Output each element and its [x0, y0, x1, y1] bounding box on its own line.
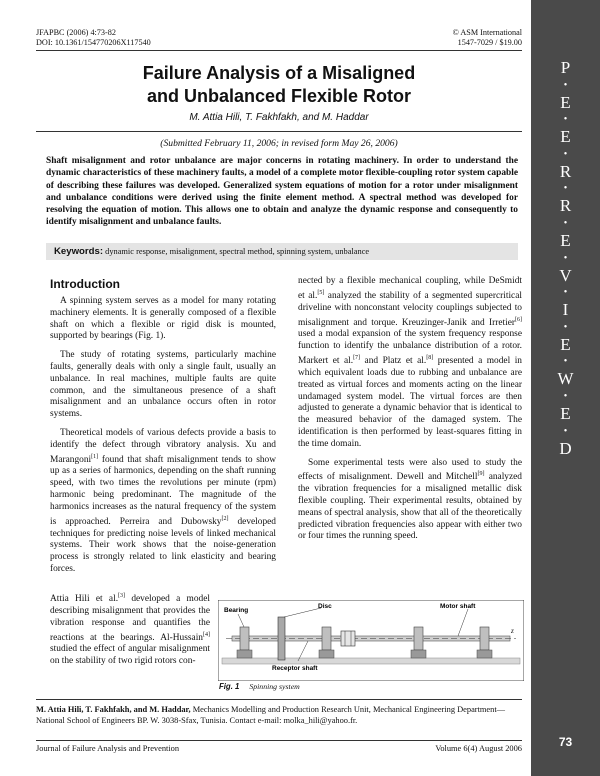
bearing-3-base: [411, 650, 426, 658]
footnote-rule: [36, 699, 522, 700]
bearing-1-base: [237, 650, 252, 658]
paragraph: nected by a flexible mechanical coupling, while DeSmidt et al.[5] analyzed the stability of a segmented supercritical driveline with nonconstant velocity couplings subjected to misalignment and torque. Kreuzinger-Janik and Irretier[6] used a modal expansion of the system frequency response function to identify the unbalance distribution of a rotor. Markert et al.[7] and Platz et al.[8] presented a model in which equivalent loads due to rubbing and unbalance are treated as virtual forces and moments acting on the linear undamaged system model. The virtual forces are then adjusted to generate a dynamic behavior that is identical to the measured behavior of the damaged system. The identification is then performed by least-squares fitting in the time domain.: [298, 276, 522, 449]
intro-heading: Introduction: [50, 277, 120, 291]
paragraph: A spinning system serves as a model for many rotating machinery elements. It is generally composed of a flexible shaft on which a flexible or rigid disk is mounted, supported by bearings (Fig. 1).: [50, 296, 276, 342]
sidebar-letter: V: [559, 265, 572, 285]
keywords-list: dynamic response, misalignment, spectral method, spinning system, unbalance: [105, 247, 370, 256]
sidebar-letter: E: [560, 127, 571, 147]
page-number: 73: [558, 735, 573, 749]
label-receptor-shaft: Receptor shaft: [272, 665, 318, 672]
header-left: [36, 28, 151, 48]
peer-reviewed-letters: P • E • E • R • R • E • V • I • E • W • E • D: [557, 58, 574, 458]
header-rule: [36, 50, 522, 51]
footer-journal: Journal of Failure Analysis and Prevention: [36, 744, 180, 753]
column-right: [298, 276, 522, 550]
keywords-box: [46, 243, 518, 260]
sidebar-letter: P: [560, 58, 571, 77]
header-right: [453, 28, 522, 48]
sidebar-letter: I: [562, 300, 569, 320]
footnote-authors: M. Attia Hili, T. Fakhfakh, and M. Haddar,: [36, 705, 191, 714]
footnote-affiliation: Mechanics Modelling and Production Research Unit, Mechanical Engineering Department—National School of Engineers BP. W. 3038-Sfax, Tunisia. Contact e-mail: molka_hili@yahoo.fr.: [36, 705, 506, 725]
reference: [8]: [426, 355, 434, 362]
coupling: [341, 631, 355, 646]
figure-caption-number: Fig. 1: [219, 682, 240, 691]
reference: [9]: [477, 471, 485, 478]
title-rule: [36, 131, 522, 132]
figure-spinning-system: [218, 600, 524, 681]
reference: [7]: [353, 355, 361, 362]
sidebar-letter: R: [559, 196, 572, 216]
sidebar-letter: W: [557, 369, 574, 389]
abstract: Shaft misalignment and rotor unbalance are major concerns in rotating machinery. In order to understand the dynamic characteristics of these machinery faults, a model of a complete motor flexible-coupling rotor system capable of describing these failures was developed. Generalized system equations of motion for a rotor under misalignment and unbalance conditions were derived using the finite element method. A spectral method was developed for resolving the equation of motion. This allows one to obtain and analyze the dynamic response and consequently to identify misalignment and unbalance faults.: [46, 156, 518, 228]
figure-caption: [219, 682, 300, 691]
sidebar-letter: E: [560, 92, 571, 112]
bearing-4-base: [477, 650, 492, 658]
keywords-label: Keywords:: [54, 246, 104, 257]
reference: [6]: [515, 316, 522, 323]
sidebar-letter: E: [560, 403, 571, 423]
label-bearing: Bearing: [224, 607, 249, 614]
bearing-1: [240, 627, 249, 650]
sidebar-letter: D: [559, 438, 572, 458]
label-disc: Disc: [318, 603, 332, 610]
ground-base: [222, 658, 520, 664]
bearing-4: [480, 627, 489, 650]
column-left: [50, 296, 276, 583]
peer-reviewed-sidebar: [531, 0, 600, 776]
paragraph: Theoretical models of various defects provide a basis to identify the defect through vibratory analysis. Xu and Marangoni[1] found that shaft misalignment tends to show up as a series of harmonics, depending on the shaft running speed, with two times the revolutions per minute (rpm) harmonic being predominant. The magnitude of the harmonics increases as the natural frequency of the system is approached. Perreira and Dubowsky[2] developed techniques for predicting noise levels of linked mechanical systems. Their work shows that the noise-generation process is strongly related to link elasticity and bearing forces.: [50, 427, 276, 574]
reference: [3]: [118, 593, 126, 599]
figure-caption-text: Spinning system: [249, 682, 300, 691]
reference: [5]: [317, 289, 325, 296]
publisher: © ASM International: [452, 28, 522, 37]
reference: [2]: [221, 515, 229, 522]
footer-volume: Volume 6(4) August 2006: [435, 744, 522, 753]
sidebar-letter: R: [559, 161, 572, 181]
reference: [1]: [91, 453, 99, 460]
paragraph: The study of rotating systems, particularly machine faults, generally deals with only a single fault, usually an unbalance. In real machines, multiple faults are quite common, and the simultaneous presence of a shaft misalignment and an unbalance occurs often in rotor systems.: [50, 350, 276, 420]
paragraph: Some experimental tests were also used to study the effects of misalignment. Dewell and Mitchell[9] analyzed the vibration frequencies for a misaligned metallic disk flexible coupling. Their experimental results, obtained by means of spectral analysis, show that all of the theoretically predicted vibration frequencies also appear with either two or four times the running speed.: [298, 457, 522, 542]
article-title: [36, 62, 522, 108]
doi: DOI: 10.1361/154770206X117540: [36, 38, 151, 47]
label-motor-shaft: Motor shaft: [440, 603, 476, 610]
sidebar-letter: E: [560, 334, 571, 354]
bearing-2-base: [319, 650, 334, 658]
issn-price: 1547-7029 / $19.00: [457, 38, 522, 47]
article-authors: M. Attia Hili, T. Fakhfakh, and M. Haddar: [189, 112, 369, 123]
column-left-wrap: [50, 591, 210, 675]
disc: [278, 617, 285, 660]
paragraph: Attia Hili et al.[3] developed a model describing misalignment that provides the vibration response and quantifies the reactions at the bearings. Al-Hussain[4] studied the effect of angular misalignment on the stability of two rigid rotors con-: [50, 593, 210, 667]
reference: [4]: [203, 631, 210, 638]
footer-rule: [36, 740, 522, 741]
submission-dates: (Submitted February 11, 2006; in revised form May 26, 2006): [160, 138, 398, 149]
sidebar-letter: E: [560, 230, 571, 250]
label-z-axis: z: [511, 627, 514, 635]
bearing-2: [322, 627, 331, 650]
title-line-1: Failure Analysis of a Misaligned: [142, 63, 416, 83]
journal-code: JFAPBC (2006) 4:73-82: [36, 28, 116, 37]
bearing-3: [414, 627, 423, 650]
title-line-2: and Unbalanced Flexible Rotor: [146, 86, 412, 106]
author-footnote: [36, 704, 522, 726]
